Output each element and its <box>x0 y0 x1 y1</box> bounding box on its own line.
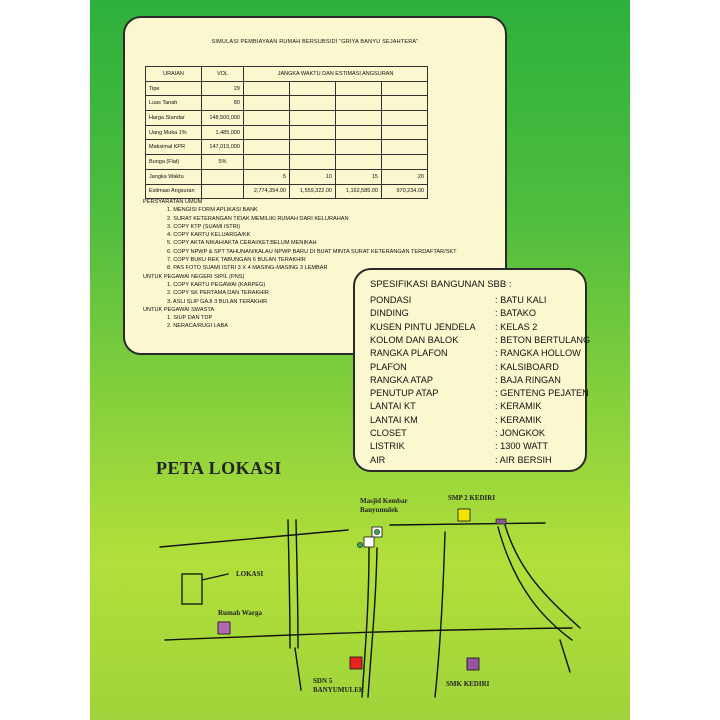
row-value: 970,234.00 <box>382 184 428 199</box>
row-vol: 5% <box>202 155 244 170</box>
spec-value: : BATU KALI <box>495 295 547 305</box>
road-right-curve-low <box>560 640 570 672</box>
lokasi-leader-line <box>202 574 228 580</box>
row-vol: 29 <box>202 81 244 96</box>
spec-key: LISTRIK <box>370 441 405 452</box>
header-cell: URAIAN <box>146 67 202 82</box>
requirement-item: 4. COPY KARTU KELUARGA/KK <box>167 232 251 239</box>
requirement-item: 5. COPY AKTA NIKAH/AKTA CERAI/KET.BELUM MENIKAH <box>167 240 317 247</box>
spec-key: PONDASI <box>370 295 412 305</box>
row-vol: 147,015,000 <box>202 140 244 155</box>
smk-label: SMK KEDIRI <box>446 680 490 688</box>
row-vol: 80 <box>202 96 244 111</box>
spec-key: RANGKA PLAFON <box>370 348 448 359</box>
row-label: Estimasi Angsuran <box>146 184 202 199</box>
row-label: Tipe <box>146 81 202 96</box>
spec-value: : KERAMIK <box>495 401 542 412</box>
location-map <box>90 0 630 720</box>
requirement-item: 1. MENGISI FORM APLIKASI BANK <box>167 207 258 214</box>
row-value: 20 <box>382 169 428 184</box>
masjid-label: Masjid Kembar Banyumulek <box>360 497 408 514</box>
row-label: Harga Standar <box>146 111 202 126</box>
road-left-diagonal <box>295 648 301 690</box>
row-vol: 148,500,000 <box>202 111 244 126</box>
requirement-item: 1. COPY KARTU PEGAWAI (KARPEG) <box>167 281 266 288</box>
spec-key: CLOSET <box>370 428 407 438</box>
spec-key: LANTAI KT <box>370 401 416 412</box>
road-left-vertical-b <box>296 520 298 648</box>
row-label: Maksimal KPR <box>146 140 202 155</box>
spec-value: : BATAKO <box>495 308 537 319</box>
spec-value: : KERAMIK <box>495 414 542 425</box>
requirements-heading: PERSYARATAN UMUM <box>143 199 203 205</box>
spec-value: : KELAS 2 <box>495 321 538 332</box>
spec-value: : 1300 WATT <box>495 441 549 452</box>
spec-value: : GENTENG PEJATEN <box>495 388 589 399</box>
simulation-title: SIMULASI PEMBIAYAAN RUMAH BERSUBSIDI "GRIYA BANYU SEJAHTERA" <box>211 39 419 45</box>
sdn-label: SDN 5 BANYUMULEK <box>313 677 365 694</box>
header-cell: JANGKA WAKTU DAN ESTIMASI ANGSURAN <box>244 67 428 82</box>
spec-value: : JONGKOK <box>495 428 546 438</box>
lokasi-plot <box>182 574 202 604</box>
row-value: 1,162,585.00 <box>336 184 382 199</box>
requirement-item: 2. NERACA/RUGI LABA <box>167 323 228 330</box>
smp-label: SMP 2 KEDIRI <box>448 494 496 502</box>
spec-value: : BAJA RINGAN <box>495 374 561 385</box>
sdn-marker <box>350 657 362 669</box>
header-cell: VOL <box>202 67 244 82</box>
row-label: Jangka Waktu <box>146 169 202 184</box>
road-left-vertical-a <box>288 520 290 648</box>
lokasi-label: LOKASI <box>236 570 264 578</box>
row-value: 2,774,354.00 <box>244 184 290 199</box>
road-right-curve-inner <box>498 527 572 640</box>
smp-marker <box>458 509 470 521</box>
row-value: 15 <box>336 169 382 184</box>
spec-key: PLAFON <box>370 361 407 372</box>
rumah-warga-marker <box>218 622 230 634</box>
spec-key: KOLOM DAN BALOK <box>370 334 459 345</box>
spec-key: LANTAI KM <box>370 414 418 425</box>
row-value: 5 <box>244 169 290 184</box>
rumah-warga-label: Rumah Warga <box>218 609 263 617</box>
row-value: 1,559,322.00 <box>290 184 336 199</box>
requirement-item: 8. PAS FOTO SUAMI ISTRI 3 X 4 MASING-MASING 3 LEMBAR <box>167 265 328 272</box>
spec-key: PENUTUP ATAP <box>370 388 439 399</box>
road-middle-vertical-a <box>362 548 369 697</box>
requirement-item: 6. COPY NPWP & SPT TAHUNAN/KALAU NPWP BARU DI BUAT MINTA SURAT KETERANGAN TERDAFTAR/SKT <box>167 248 457 255</box>
brochure-page <box>90 0 630 720</box>
row-label: Bunga (Flat) <box>146 155 202 170</box>
spec-value: : AIR BERSIH <box>495 454 552 465</box>
masjid-dome-left <box>357 542 362 547</box>
spec-value: : KALSIBOARD <box>495 361 559 372</box>
requirements-heading: UNTUK PEGAWAI SWASTA <box>143 306 215 313</box>
spec-value: : RANGKA HOLLOW <box>495 348 581 359</box>
spec-value: : BETON BERTULANG <box>495 334 591 345</box>
requirement-item: 7. COPY BUKU REK TABUNGAN 6 BULAN TERAKHIR <box>167 257 306 264</box>
road-mid-right-vertical <box>435 532 445 697</box>
requirement-item: 2. SURAT KETERANGAN TIDAK MEMILIKI RUMAH DARI KELURAHAN <box>167 215 349 222</box>
road-top-left <box>160 530 348 547</box>
spec-key: KUSEN PINTU JENDELA <box>370 321 476 332</box>
masjid-marker <box>357 527 382 548</box>
masjid-dome-right <box>374 529 379 534</box>
requirements-heading: UNTUK PEGAWAI NEGERI SIPIL (PNS) <box>143 273 245 280</box>
requirement-item: 2. COPY SK PERTAMA DAN TERAKHIR <box>167 290 269 297</box>
spec-key: AIR <box>370 454 386 465</box>
spec-key: DINDING <box>370 308 409 319</box>
row-vol: 1,485,000 <box>202 125 244 140</box>
requirement-item: 1. SIUP DAN TDP <box>167 315 213 322</box>
spec-key: RANGKA ATAP <box>370 374 433 385</box>
requirement-item: 3. ASLI SLIP GAJI 3 BULAN TERAKHIR <box>167 298 268 305</box>
map-title: PETA LOKASI <box>156 458 282 478</box>
requirement-item: 3. COPY KTP (SUAMI ISTRI) <box>167 223 241 230</box>
row-label: Uang Muka 1% <box>146 125 202 140</box>
row-value: 10 <box>290 169 336 184</box>
road-top-right <box>390 523 545 525</box>
small-marker <box>496 519 506 524</box>
smk-marker <box>467 658 479 670</box>
row-label: Luas Tanah <box>146 96 202 111</box>
specification-title: SPESIFIKASI BANGUNAN SBB : <box>370 279 512 290</box>
